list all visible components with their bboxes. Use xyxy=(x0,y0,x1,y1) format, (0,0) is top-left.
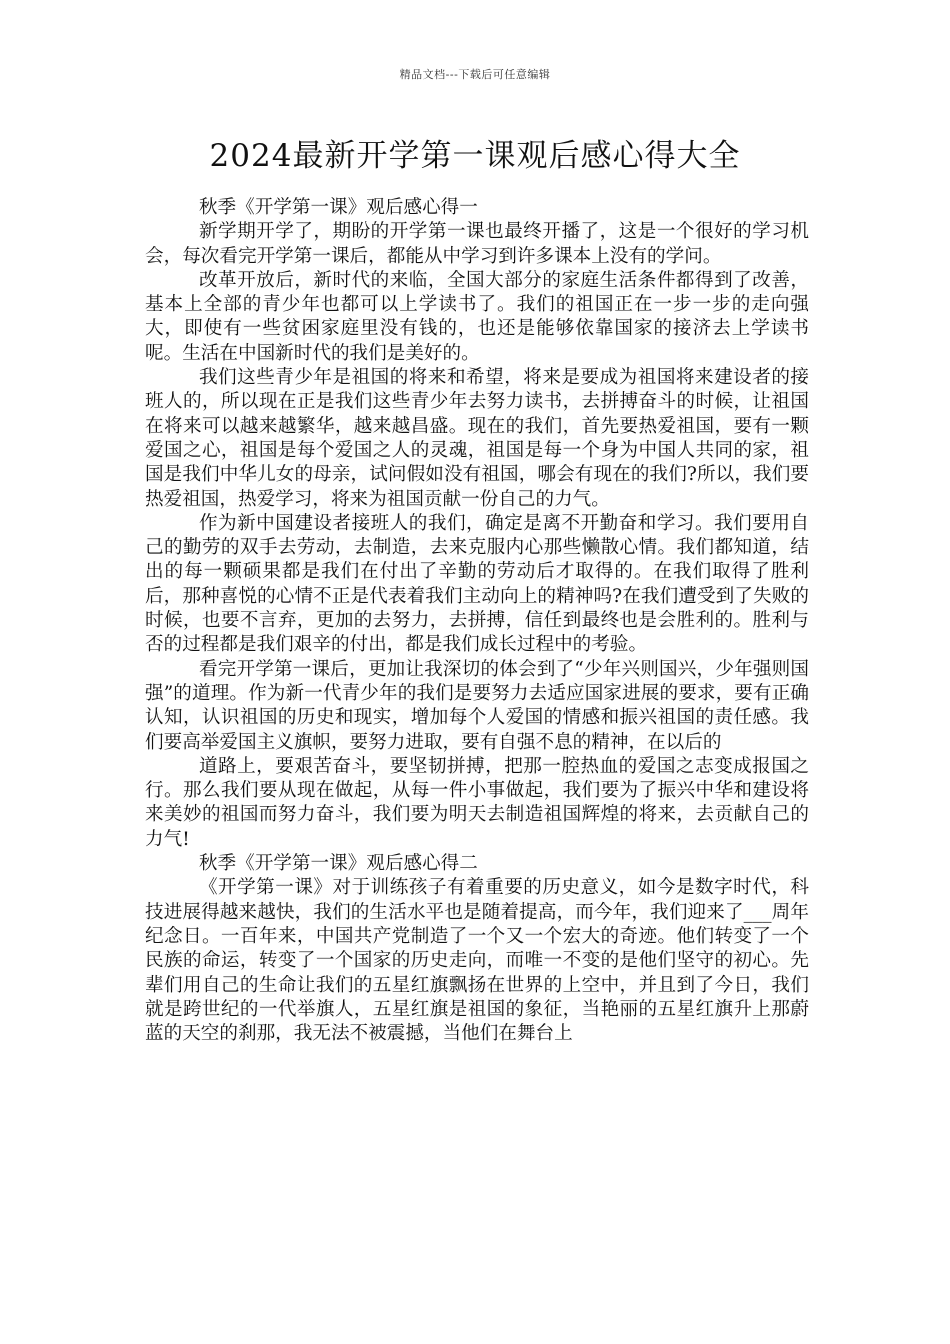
section-heading-2: 秋季《开学第一课》观后感心得二 xyxy=(198,853,478,875)
document-body xyxy=(145,196,809,1046)
section-heading-1: 秋季《开学第一课》观后感心得一 xyxy=(198,197,478,218)
paragraph: 改革开放后，新时代的来临，全国大部分的家庭生活条件都得到了改善，基本上全部的青少年也都可以上学读书了。我们的祖国正在一步一步的走向强大，即使有一些贫困家庭里没有钱的，也还是能够依靠国家的接济去上学读书呢。生活在中国新时代的我们是美好的。 xyxy=(145,269,809,364)
paragraph: 道路上，要艰苦奋斗，要坚韧拼搏，把那一腔热血的爱国之志变成报国之行。那么我们要从现在做起，从每一件小事做起，我们要为了振兴中华和建设将来美妙的祖国而努力奋斗，我们要为明天去制造祖国辉煌的将来，去贡献自己的力气! xyxy=(145,755,809,850)
paragraph: 《开学第一课》对于训练孩子有着重要的历史意义，如今是数字时代，科技进展得越来越快，我们的生活水平也是随着提高，而今年，我们迎来了___周年纪念日。一百年来，中国共产党制造了一个又一个宏大的奇迹。他们转变了一个民族的命运，转变了一个国家的历史走向，而唯一不变的是他们坚守的初心。先辈们用自己的生命让我们的五星红旗飘扬在世界的上空中，并且到了今日，我们就是跨世纪的一代举旗人，五星红旗是祖国的象征，当艳丽的五星红旗升上那蔚蓝的天空的刹那，我无法不被震撼，当他们在舞台上 xyxy=(145,877,809,1045)
paragraph: 新学期开学了，期盼的开学第一课也最终开播了，这是一个很好的学习机会，每次看完开学第一课后，都能从中学习到许多课本上没有的学问。 xyxy=(145,221,809,267)
paragraph: 看完开学第一课后，更加让我深切的体会到了“少年兴则国兴，少年强则国强”的道理。作为新一代青少年的我们是要努力去适应国家进展的要求，要有正确认知，认识祖国的历史和现实，增加每个人爱国的情感和振兴祖国的责任感。我们要高举爱国主义旗帜，要努力进取，要有自强不息的精神，在以后的 xyxy=(145,658,809,753)
paragraph: 我们这些青少年是祖国的将来和希望，将来是要成为祖国将来建设者的接班人的，所以现在正是我们这些青少年去努力读书，去拼搏奋斗的时候，让祖国在将来可以越来越繁华，越来越昌盛。现在的我们，首先要热爱祖国，要有一颗爱国之心，祖国是每个爱国之人的灵魂，祖国是每一个身为中国人共同的家，祖国是我们中华儿女的母亲，试问假如没有祖国，哪会有现在的我们?所以，我们要热爱祖国，热爱学习，将来为祖国贡献一份自己的力气。 xyxy=(145,367,809,510)
header-note: 精品文档---下载后可任意编辑 xyxy=(399,68,551,81)
document-title: 2024最新开学第一课观后感心得大全 xyxy=(209,138,741,174)
paragraph: 作为新中国建设者接班人的我们，确定是离不开勤奋和学习。我们要用自己的勤劳的双手去劳动，去制造，去来克服内心那些懒散心情。我们都知道，结出的每一颗硕果都是我们在付出了辛勤的劳动后才取得的。在我们取得了胜利后，那种喜悦的心情不正是代表着我们主动向上的精神吗?在我们遭受到了失败的时候，也要不言弃，更加的去努力，去拼搏，信任到最终也是会胜利的。胜利与否的过程都是我们艰辛的付出，都是我们成长过程中的考验。 xyxy=(145,512,809,656)
